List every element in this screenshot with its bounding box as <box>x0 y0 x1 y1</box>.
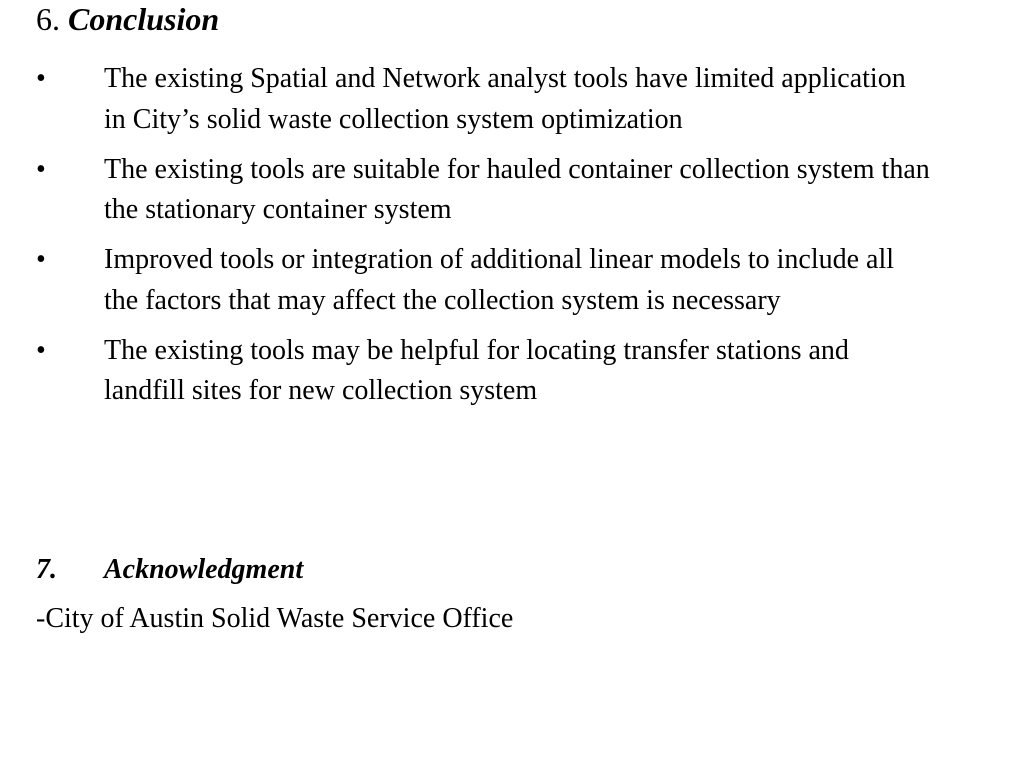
section-number: 7. <box>36 554 57 585</box>
bullet-text: The existing Spatial and Network analyst tools have limited application in City’s solid waste collection system optimization <box>104 63 906 135</box>
bullet-marker: • <box>36 334 46 366</box>
bullet-marker: • <box>36 244 46 275</box>
bullet-text: Improved tools or integration of additional linear models to include all the factors that may affect the collection system is necessary <box>104 244 895 316</box>
acknowledgment-text: -City of Austin Solid Waste Service Office <box>36 603 514 634</box>
bullet-item <box>36 240 936 321</box>
bullet-marker: • <box>36 63 46 94</box>
section-number: 6. <box>36 1 60 37</box>
conclusion-bullet-list <box>36 59 936 421</box>
section-title: Conclusion <box>68 1 220 37</box>
section-heading-conclusion <box>36 0 219 38</box>
bullet-text: The existing tools are suitable for hauled container collection system than the stationary container system <box>104 153 930 225</box>
bullet-item <box>36 59 936 140</box>
bullet-item <box>36 331 936 412</box>
section-title: Acknowledgment <box>104 554 304 585</box>
bullet-text: The existing tools may be helpful for locating transfer stations and landfill sites for new collection system <box>104 334 849 406</box>
bullet-item <box>36 150 936 231</box>
bullet-marker: • <box>36 153 46 185</box>
section-heading-acknowledgment <box>36 552 303 588</box>
